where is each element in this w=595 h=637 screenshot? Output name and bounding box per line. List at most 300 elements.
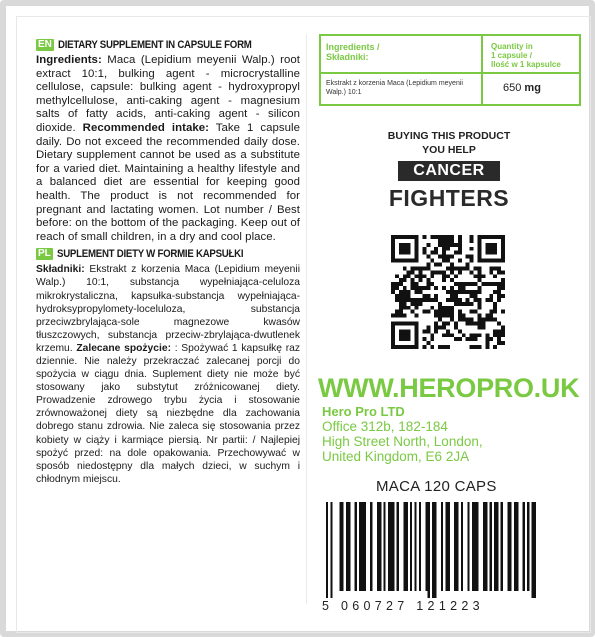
- qr-module: [446, 274, 450, 278]
- barcode-bar: [406, 502, 408, 591]
- qr-module: [470, 255, 474, 259]
- qr-module: [430, 270, 434, 274]
- qr-module: [407, 298, 411, 302]
- qr-module: [391, 282, 395, 286]
- barcode-bar: [448, 502, 450, 591]
- qr-module: [450, 278, 454, 282]
- qr-module: [497, 294, 501, 298]
- qr-module: [501, 294, 505, 298]
- qr-module: [458, 235, 462, 239]
- qr-module: [489, 318, 493, 322]
- qr-module: [446, 314, 450, 318]
- qr-module: [497, 270, 501, 274]
- qr-module: [419, 270, 423, 274]
- qr-module: [462, 266, 466, 270]
- qr-module: [426, 286, 430, 290]
- qr-finder: [391, 321, 395, 349]
- pl-section: [36, 248, 300, 486]
- qr-module: [493, 266, 497, 270]
- qr-module: [474, 298, 478, 302]
- qr-module: [489, 266, 493, 270]
- barcode-bar: [392, 502, 394, 591]
- qr-module: [430, 282, 434, 286]
- qr-module: [474, 290, 478, 294]
- qr-module: [434, 270, 438, 274]
- barcode-bar: [397, 502, 399, 591]
- qr-module: [454, 251, 458, 255]
- qr-module: [395, 298, 399, 302]
- pl-description: [36, 263, 300, 486]
- qr-module: [446, 266, 450, 270]
- qr-module: [438, 306, 442, 310]
- qr-module: [415, 306, 419, 310]
- qr-module: [501, 282, 505, 286]
- nutrition-quantity-cell: [503, 82, 541, 94]
- qr-module: [474, 333, 478, 337]
- qr-finder: [391, 321, 419, 325]
- qr-module: [477, 333, 481, 337]
- qr-module: [450, 314, 454, 318]
- qr-finder: [485, 243, 497, 255]
- qr-module: [454, 274, 458, 278]
- qr-module: [422, 247, 426, 251]
- en-description: [36, 54, 300, 244]
- qr-module: [446, 243, 450, 247]
- qr-module: [462, 286, 466, 290]
- barcode-bar: [534, 502, 536, 598]
- qr-module: [485, 337, 489, 341]
- quantity-unit: mg: [524, 82, 541, 94]
- qr-module: [458, 318, 462, 322]
- barcode-bar: [485, 502, 487, 591]
- qr-module: [422, 266, 426, 270]
- barcode-bar: [361, 502, 363, 591]
- qr-module: [434, 286, 438, 290]
- qr-module: [474, 345, 478, 349]
- qr-module: [422, 345, 426, 349]
- qr-module: [458, 314, 462, 318]
- qr-module: [434, 251, 438, 255]
- qr-module: [454, 266, 458, 270]
- qr-module: [426, 243, 430, 247]
- qr-module: [458, 298, 462, 302]
- qr-module: [458, 302, 462, 306]
- qr-module: [399, 314, 403, 318]
- qr-module: [399, 302, 403, 306]
- qr-module: [466, 255, 470, 259]
- qr-module: [399, 310, 403, 314]
- barcode-bar: [330, 502, 332, 598]
- qr-module: [474, 282, 478, 286]
- qr-module: [422, 329, 426, 333]
- column-divider: [306, 34, 307, 604]
- qr-module: [493, 333, 497, 337]
- barcode-bar: [364, 502, 366, 591]
- qr-module: [485, 318, 489, 322]
- qr-module: [470, 282, 474, 286]
- website-url: WWW.HEROPRO.UK: [318, 373, 580, 403]
- qr-module: [454, 243, 458, 247]
- barcode-bar: [428, 502, 430, 598]
- qr-module: [446, 321, 450, 325]
- qr-module: [493, 318, 497, 322]
- qr-module: [438, 325, 442, 329]
- qr-module: [458, 270, 462, 274]
- qr-module: [434, 325, 438, 329]
- qr-module: [462, 333, 466, 337]
- qr-module: [485, 333, 489, 337]
- barcode-bar: [501, 502, 503, 591]
- qr-module: [493, 274, 497, 278]
- barcode-bar: [326, 502, 328, 598]
- qr-module: [419, 266, 423, 270]
- qr-module: [497, 329, 501, 333]
- en-intake-text: Take 1 capsule daily. Do not exceed the recommended daily dose. Dietary supplement cannot be used as a substitute for a varied diet. Maintaining a healthy lifestyle and a balanced diet are essential for keeping good health. The product is not recommended for pregnant and lactating women. Lot number / Best before: on the bottom of the packaging. Keep out of reach of small children, in a dry and cool place.: [36, 121, 300, 243]
- qr-module: [466, 266, 470, 270]
- qr-module: [454, 321, 458, 325]
- qr-module: [399, 282, 403, 286]
- qr-finder: [501, 235, 505, 263]
- quantity-value: 650: [503, 82, 522, 94]
- qr-module: [474, 337, 478, 341]
- qr-module: [470, 337, 474, 341]
- pl-ingredients-text: Ekstrakt z korzenia Maca (Lepidium meyenii Walp.) 10:1, substancja wypełniająca-celuloza mikrokrystaliczna, kapsułka-substancja wypełniająca-hydroksypropylomety-loceluloza, substancja przeciwzbrylająca-sole magnezowe kwasów tłuszczowych, substancja przeciw-zbrylająca-dwutlenek krzemu.: [36, 264, 300, 354]
- qr-module: [422, 286, 426, 290]
- qr-module: [442, 321, 446, 325]
- qr-module: [415, 266, 419, 270]
- pl-intake-text: : Spożywać 1 kapsułkę raz dziennie. Nie należy przekraczać zalecanej porcji do spożycia w ciągu dnia. Suplement diety nie może być stosowany jako substytut zróżnicowanej diety. Prowadzenie zdrowego trybu życia i stosowanie zrównoważonej diety są niezbędne dla zachowania dobrego stanu zdrowia. Nie zaleca się stosowania przez kobiety w ciąży i karmiące piersią. Nr partii: / Najlepiej spożyć przed: na dole opakowania. Przechowywać w sposób niedostępny dla małych dzieci, w suchym i chłodnym miejscu.: [36, 342, 300, 485]
- barcode-bar: [441, 502, 443, 591]
- qr-module: [391, 314, 395, 318]
- nutrition-header-ingredients: Ingredients / Składniki:: [326, 42, 380, 62]
- qr-module: [501, 329, 505, 333]
- qr-module: [454, 290, 458, 294]
- qr-module: [407, 290, 411, 294]
- barcode-bar: [383, 502, 385, 591]
- qr-module: [485, 298, 489, 302]
- qr-finder: [415, 321, 419, 349]
- qr-module: [391, 290, 395, 294]
- qr-module: [434, 321, 438, 325]
- en-section-title: DIETARY SUPPLEMENT IN CAPSULE FORM: [57, 39, 252, 51]
- qr-module: [477, 286, 481, 290]
- charity-line-1: BUYING THIS PRODUCT: [387, 130, 511, 142]
- qr-module: [411, 298, 415, 302]
- barcode-bar: [434, 502, 436, 598]
- qr-module: [462, 302, 466, 306]
- qr-module: [422, 294, 426, 298]
- qr-module: [442, 286, 446, 290]
- nutrition-ingredient-cell: Ekstrakt z korzenia Maca (Lepidium meyenii Walp.) 10:1: [326, 80, 463, 96]
- qr-module: [426, 278, 430, 282]
- barcode-bar: [355, 502, 357, 591]
- qr-module: [470, 345, 474, 349]
- qr-module: [470, 321, 474, 325]
- qr-module: [477, 302, 481, 306]
- qr-module: [430, 306, 434, 310]
- qr-module: [450, 298, 454, 302]
- qr-module: [501, 333, 505, 337]
- qr-module: [442, 239, 446, 243]
- cancer-fighters-logo-top: CANCER: [398, 161, 500, 181]
- qr-module: [497, 298, 501, 302]
- qr-finder: [391, 259, 419, 263]
- qr-module: [493, 310, 497, 314]
- qr-module: [426, 266, 430, 270]
- qr-module: [411, 266, 415, 270]
- qr-module: [497, 282, 501, 286]
- qr-module: [481, 325, 485, 329]
- barcode-bar: [445, 502, 447, 591]
- qr-module: [474, 310, 478, 314]
- qr-module: [434, 247, 438, 251]
- qr-module: [442, 235, 446, 239]
- qr-module: [489, 337, 493, 341]
- qr-module: [438, 235, 442, 239]
- qr-module: [470, 270, 474, 274]
- qr-module: [438, 243, 442, 247]
- qr-module: [446, 290, 450, 294]
- qr-module: [497, 290, 501, 294]
- qr-module: [466, 290, 470, 294]
- barcode-bar: [377, 502, 379, 591]
- qr-module: [485, 282, 489, 286]
- qr-finder: [477, 259, 505, 263]
- qr-module: [477, 278, 481, 282]
- qr-module: [430, 251, 434, 255]
- barcode-bar: [496, 502, 498, 591]
- qr-module: [426, 298, 430, 302]
- qr-module: [474, 274, 478, 278]
- qr-module: [470, 318, 474, 322]
- qr-module: [466, 337, 470, 341]
- qr-module: [493, 345, 497, 349]
- qr-module: [422, 310, 426, 314]
- barcode-bar: [507, 502, 509, 591]
- qr-module: [434, 294, 438, 298]
- qr-module: [446, 235, 450, 239]
- barcode-bar: [410, 502, 412, 591]
- qr-module: [446, 333, 450, 337]
- qr-module: [395, 286, 399, 290]
- qr-module: [411, 310, 415, 314]
- barcode-bar: [359, 502, 361, 591]
- barcode-bar: [379, 502, 381, 591]
- qr-module: [415, 274, 419, 278]
- qr-module: [446, 329, 450, 333]
- qr-module: [415, 314, 419, 318]
- qr-module: [442, 255, 446, 259]
- barcode-number: 5 060727 121223: [322, 599, 484, 613]
- qr-module: [403, 306, 407, 310]
- qr-module: [399, 298, 403, 302]
- qr-module: [403, 278, 407, 282]
- barcode-bar: [403, 502, 405, 591]
- qr-module: [442, 278, 446, 282]
- qr-module: [442, 345, 446, 349]
- barcode-bar: [419, 502, 421, 591]
- qr-module: [477, 266, 481, 270]
- qr-finder: [477, 235, 481, 263]
- qr-module: [438, 263, 442, 267]
- qr-module: [470, 259, 474, 263]
- qr-module: [450, 306, 454, 310]
- qr-module: [438, 314, 442, 318]
- charity-message: [356, 129, 542, 157]
- qr-module: [395, 310, 399, 314]
- qr-module: [434, 329, 438, 333]
- qr-code: [391, 235, 505, 349]
- qr-module: [419, 274, 423, 278]
- qr-module: [426, 341, 430, 345]
- product-name: MACA 120 CAPS: [376, 478, 497, 495]
- qr-module: [485, 341, 489, 345]
- qr-module: [450, 286, 454, 290]
- qr-module: [470, 310, 474, 314]
- qr-module: [446, 306, 450, 310]
- qr-module: [442, 243, 446, 247]
- qr-module: [411, 302, 415, 306]
- qr-module: [415, 286, 419, 290]
- qr-module: [474, 321, 478, 325]
- qr-module: [497, 341, 501, 345]
- qr-module: [474, 294, 478, 298]
- qr-module: [489, 282, 493, 286]
- qr-module: [466, 321, 470, 325]
- cancer-fighters-logo-bottom: FIGHTERS: [388, 185, 510, 211]
- qr-module: [438, 318, 442, 322]
- qr-module: [458, 259, 462, 263]
- qr-module: [419, 298, 423, 302]
- qr-module: [403, 286, 407, 290]
- qr-module: [422, 298, 426, 302]
- qr-module: [430, 345, 434, 349]
- qr-module: [426, 310, 430, 314]
- qr-module: [501, 270, 505, 274]
- qr-module: [501, 286, 505, 290]
- qr-module: [450, 235, 454, 239]
- qr-module: [411, 270, 415, 274]
- qr-module: [415, 290, 419, 294]
- qr-module: [399, 294, 403, 298]
- barcode-bar: [509, 502, 511, 591]
- qr-module: [485, 345, 489, 349]
- qr-module: [446, 345, 450, 349]
- barcode-bar: [467, 502, 469, 591]
- qr-module: [434, 235, 438, 239]
- en-ingredients-text: Maca (Lepidium meyenii Walp.) root extract 10:1, bulking agent - microcrystalline cellulose, capsule: bulking agent - hydroxypropyl methylcellulose, anti-caking agent - magnesium salts of fatty acids, anti-caking agent - silicon dioxide.: [36, 54, 300, 134]
- qr-module: [395, 274, 399, 278]
- qr-finder: [399, 329, 411, 341]
- qr-module: [481, 282, 485, 286]
- qr-module: [403, 314, 407, 318]
- qr-module: [497, 337, 501, 341]
- barcode-bar: [425, 502, 427, 591]
- qr-module: [497, 333, 501, 337]
- qr-module: [485, 314, 489, 318]
- qr-module: [419, 286, 423, 290]
- qr-module: [430, 337, 434, 341]
- qr-module: [450, 243, 454, 247]
- qr-module: [462, 314, 466, 318]
- qr-module: [493, 290, 497, 294]
- qr-module: [442, 333, 446, 337]
- qr-module: [477, 314, 481, 318]
- qr-module: [434, 263, 438, 267]
- qr-module: [450, 270, 454, 274]
- qr-module: [438, 255, 442, 259]
- qr-module: [422, 337, 426, 341]
- qr-module: [391, 286, 395, 290]
- qr-module: [454, 337, 458, 341]
- qr-module: [395, 282, 399, 286]
- qr-module: [470, 302, 474, 306]
- qr-module: [450, 294, 454, 298]
- qr-module: [415, 302, 419, 306]
- pl-intake-label: Zalecane spożycie:: [76, 342, 172, 354]
- qr-module: [442, 314, 446, 318]
- address-line-1: Office 312b, 182-184: [322, 419, 448, 434]
- qr-module: [458, 247, 462, 251]
- qr-module: [458, 286, 462, 290]
- qr-module: [458, 239, 462, 243]
- qr-module: [501, 341, 505, 345]
- qr-module: [497, 286, 501, 290]
- qr-module: [434, 310, 438, 314]
- pl-ingredients-label: Składniki:: [36, 264, 85, 276]
- barcode-bar: [390, 502, 392, 591]
- qr-module: [470, 290, 474, 294]
- en-language-badge: EN: [38, 39, 52, 50]
- barcode-bar: [476, 502, 478, 591]
- qr-module: [481, 274, 485, 278]
- qr-module: [450, 266, 454, 270]
- qr-module: [489, 270, 493, 274]
- qr-module: [450, 318, 454, 322]
- qr-module: [395, 294, 399, 298]
- qr-module: [458, 310, 462, 314]
- nutrition-header-quantity: Quantity in 1 capsule / Ilość w 1 kapsulce: [491, 42, 561, 69]
- qr-module: [403, 298, 407, 302]
- barcode-bar: [514, 502, 516, 591]
- barcode-bar: [339, 502, 341, 591]
- qr-module: [419, 290, 423, 294]
- qr-module: [442, 274, 446, 278]
- qr-module: [450, 290, 454, 294]
- qr-module: [450, 255, 454, 259]
- qr-module: [458, 251, 462, 255]
- qr-module: [489, 298, 493, 302]
- qr-module: [403, 274, 407, 278]
- qr-module: [454, 294, 458, 298]
- qr-module: [411, 286, 415, 290]
- nutrition-table-column-divider: [481, 36, 483, 104]
- qr-module: [442, 310, 446, 314]
- qr-module: [466, 282, 470, 286]
- qr-module: [395, 314, 399, 318]
- barcode-bar: [472, 502, 474, 591]
- qr-module: [426, 294, 430, 298]
- barcode-bar: [483, 502, 485, 591]
- qr-module: [426, 325, 430, 329]
- company-address: [322, 419, 582, 464]
- qr-module: [493, 282, 497, 286]
- qr-module: [415, 298, 419, 302]
- qr-module: [501, 278, 505, 282]
- qr-module: [450, 333, 454, 337]
- description-column: [36, 39, 300, 486]
- barcode-bar: [348, 502, 350, 591]
